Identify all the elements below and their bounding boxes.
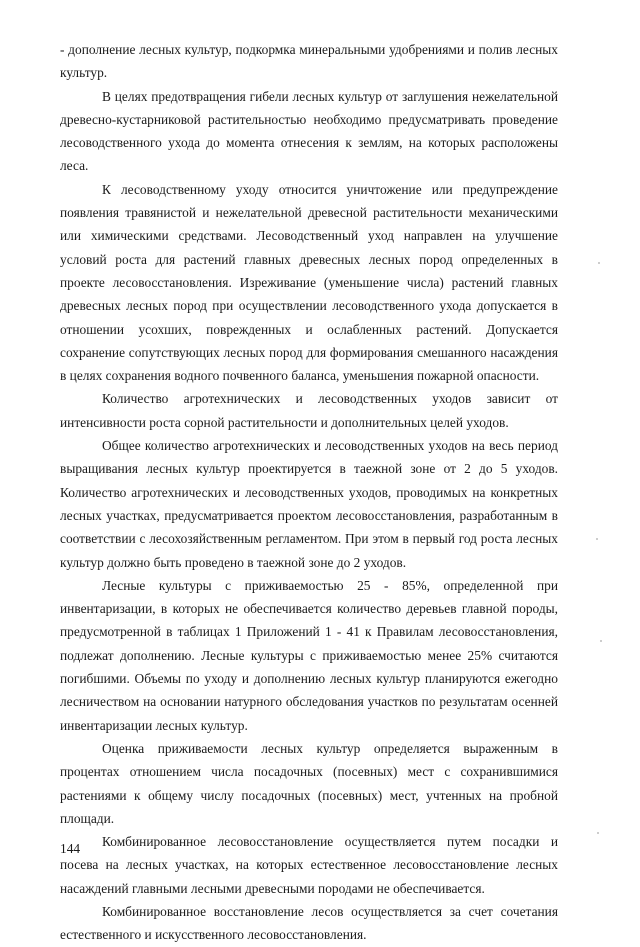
paragraph-4: Количество агротехнических и лесоводственных уходов зависит от интенсивности роста сорной растительности и дополнительных целей уходов.	[60, 391, 558, 430]
scan-speck	[596, 538, 598, 540]
paragraph-6: Лесные культуры с приживаемостью 25 - 85%, определенной при инвентаризации, в которых не обеспечивается количество деревьев главной породы, предусмотренной в таблицах 1 Приложений 1 - 41 к Правилам лесовосстановления, подлежат дополнению. Лесные культуры с приживаемостью менее 25% считаются погибшими. Объемы по уходу и дополнению лесных культур планируются ежегодно лесничеством на основании натурного обследования участков по результатам осенней инвентаризации лесных культур.	[60, 577, 558, 733]
paragraph-8: Комбинированное лесовосстановление осуществляется путем посадки и посева на лесных участках, на которых естественное лесовосстановление лесных насаждений главными лесными древесными породами не обеспечивается.	[60, 834, 558, 896]
page-number: 144	[60, 841, 81, 856]
paragraph-2: В целях предотвращения гибели лесных культур от заглушения нежелательной древесно-кустарниковой растительностью необходимо предусматривать проведение лесоводственного ухода до момента отнесения к землям, на которых расположены леса.	[60, 88, 558, 174]
paragraph-1: - дополнение лесных культур, подкормка минеральными удобрениями и полив лесных культур.	[60, 42, 558, 81]
paragraph-9: Комбинированное восстановление лесов осуществляется за счет сочетания естественного и искусственного лесовосстановления.	[60, 903, 558, 943]
paragraph-3: К лесоводственному уходу относится уничтожение или предупреждение появления травянистой и нежелательной древесной растительности механическими или химическими средствами. Лесоводственный уход направлен на улучшение условий роста для растений главных древесных лесных пород определенных в проекте лесовосстановления. Изреживание (уменьшение числа) растений главных древесных лесных пород при осуществлении лесоводственного ухода допускается в отношении усохших, поврежденных и ослабленных растений. Допускается сохранение сопутствующих лесных пород для формирования смешанного насаждения в целях сохранения водного почвенного баланса, уменьшения пожарной опасности.	[60, 181, 558, 384]
scan-speck	[600, 640, 602, 642]
scan-speck	[597, 832, 599, 834]
body-text	[60, 38, 558, 947]
scan-speck	[598, 262, 600, 264]
paragraph-7: Оценка приживаемости лесных культур определяется выраженным в процентах отношением числа посадочных (посевных) мест с сохранившимися растениями к общему числу посадочных (посевных) мест, учтенных на пробной площади.	[60, 740, 558, 826]
paragraph-5: Общее количество агротехнических и лесоводственных уходов на весь период выращивания лесных культур проектируется в таежной зоне от 2 до 5 уходов. Количество агротехнических и лесоводственных уходов, проводимых на конкретных лесных участках, предусматривается проектом лесовосстановления, разработанным в соответствии с лесохозяйственным регламентом. При этом в первый год роста лесных культур должно быть проведено в таежной зоне до 2 уходов.	[60, 438, 558, 570]
